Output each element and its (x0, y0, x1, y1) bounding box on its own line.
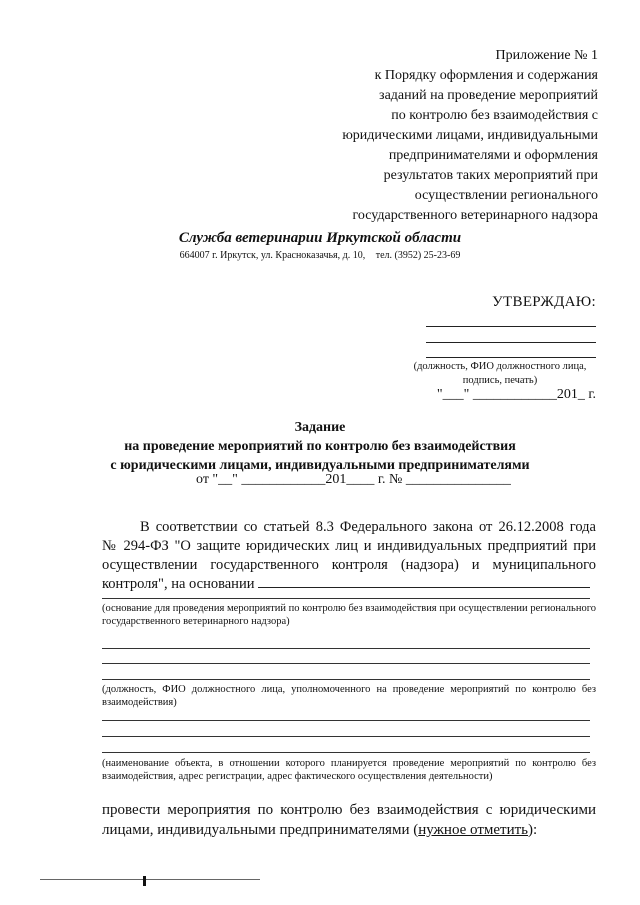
fill-line (102, 598, 590, 599)
appendix-line: Приложение № 1 (495, 48, 598, 63)
body-line: контроля", на основании (102, 575, 596, 594)
body-paragraph (102, 518, 596, 594)
footnote-mark (143, 876, 146, 886)
organization-contacts (0, 250, 640, 261)
appendix-line: юридическими лицами, индивидуальными (342, 128, 598, 143)
fill-line (102, 720, 590, 721)
official-caption: (должность, ФИО должностного лица, уполномоченного на проведение мероприятий по контролю без взаимодействия) (102, 684, 596, 708)
fill-line (102, 648, 590, 649)
appendix-header (298, 46, 598, 226)
approval-heading: УТВЕРЖДАЮ: (492, 294, 596, 310)
appendix-line: заданий на проведение мероприятий (379, 88, 598, 103)
conduct-line: провести мероприятия по контролю без взаимодействия с юридическими (102, 802, 596, 818)
fill-line (102, 663, 590, 664)
footnote-divider (40, 879, 260, 880)
appendix-line: результатов таких мероприятий при (383, 168, 598, 183)
title-line: Задание (294, 420, 346, 435)
basis-fill-line (258, 575, 590, 588)
organization-name: Служба ветеринарии Иркутской области (178, 230, 462, 246)
approval-date: "___" ____________201_ г. (436, 387, 596, 402)
document-title (0, 418, 640, 475)
appendix-line: предпринимателями и оформления (388, 148, 598, 163)
signature-line (426, 342, 596, 343)
signature-caption-line: подпись, печать) (462, 375, 538, 386)
signature-caption (395, 360, 605, 388)
object-caption: (наименование объекта, в отношении которого планируется проведение мероприятий по контролю без взаимодействия, адрес регистрации, адрес фактического осуществления деятельности) (102, 758, 596, 782)
appendix-line: по контролю без взаимодействия с (391, 108, 598, 123)
title-line: с юридическими лицами, индивидуальными предпринимателями (110, 458, 530, 473)
conduct-line: лицами, индивидуальными предпринимателями (нужное отметить): (102, 822, 538, 838)
signature-caption-line: (должность, ФИО должностного лица, (413, 361, 587, 372)
signature-line (426, 357, 596, 358)
body-line: осуществлении государственного контроля (надзора) и муниципального (102, 557, 596, 573)
body-line: № 294-ФЗ "О защите юридических лиц и индивидуальных предприятий при (102, 538, 596, 554)
appendix-line: государственного ветеринарного надзора (352, 208, 598, 223)
signature-line (426, 326, 596, 327)
title-line: на проведение мероприятий по контролю без взаимодействия (124, 439, 516, 454)
fill-line (102, 679, 590, 680)
task-date-number: от "__" ____________201____ г. № _______________ (196, 472, 511, 487)
fill-line (102, 752, 590, 753)
organization-phone: тел. (3952) 25-23-69 (375, 250, 461, 261)
mark-needed-hint: нужное отметить (418, 822, 529, 838)
appendix-line: к Порядку оформления и содержания (374, 68, 598, 83)
organization-address: 664007 г. Иркутск, ул. Красноказачья, д. 10, (179, 250, 366, 261)
fill-line (102, 736, 590, 737)
body-line: В соответствии со статьей 8.3 Федерального закона от 26.12.2008 года (140, 519, 596, 535)
conduct-paragraph (102, 800, 596, 840)
basis-caption: (основание для проведения мероприятий по контролю без взаимодействия при осуществлении регионального государственного ветеринарного надзора) (102, 603, 596, 627)
appendix-line: осуществлении регионального (414, 188, 598, 203)
